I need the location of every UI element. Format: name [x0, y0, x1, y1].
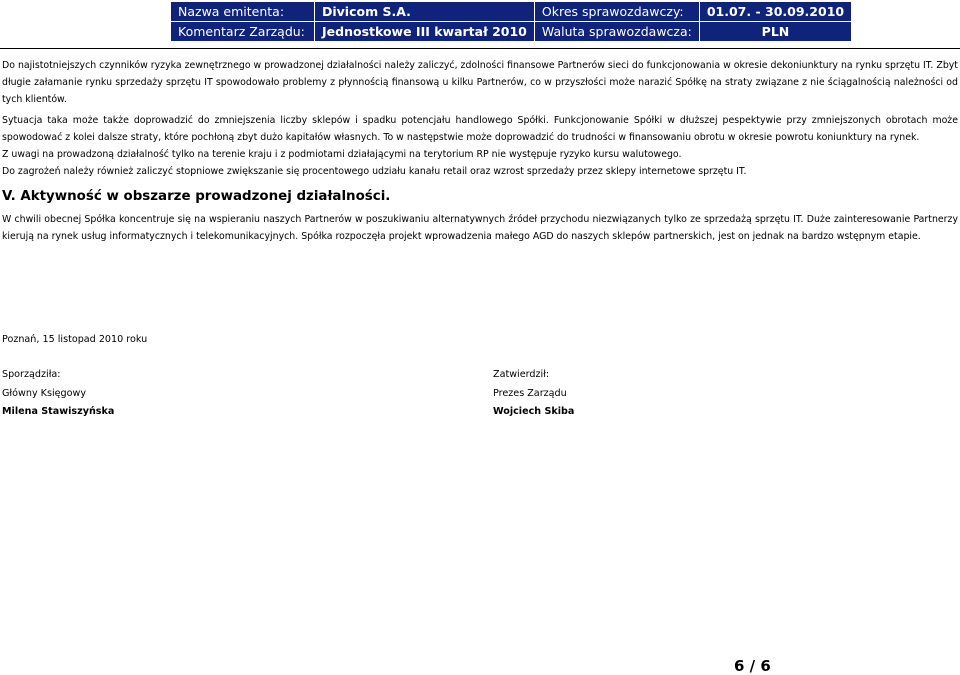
issuer-value: Divicom S.A.: [315, 2, 535, 22]
prepared-by-name: Milena Stawiszyńska: [2, 406, 115, 417]
comment-value: Jednostkowe III kwartał 2010: [315, 22, 535, 42]
period-label: Okres sprawozdawczy:: [534, 2, 699, 22]
currency-value: PLN: [699, 22, 851, 42]
section-heading: V. Aktywność w obszarze prowadzonej działalności.: [2, 189, 391, 204]
risk-factors-text: [2, 57, 958, 180]
approved-by-label: Zatwierdził:: [493, 369, 550, 380]
risk-paragraph-2: Sytuacja taka może także doprowadzić do zmniejszenia liczby sklepów i spadku potencjału handlowego Spółki. Funkcjonowanie Spółki w dłuższej pespektywie przy zmniejszonych obrotach może spowodować z kolei dalsze straty, które pochłoną zbyt dużo kapitałów własnych. To w następstwie może doprowadzić do trudności w finansowaniu obrotu w okresie powrotu koniunktury na rynek.: [2, 115, 958, 143]
report-header-table: [170, 1, 852, 42]
period-value: 01.07. - 30.09.2010: [699, 2, 851, 22]
approved-by-role: Prezes Zarządu: [493, 388, 567, 399]
issuer-label: Nazwa emitenta:: [171, 2, 315, 22]
risk-paragraph-4: Do zagrożeń należy również zaliczyć stopniowe zwiększanie się procentowego udziału kanału retail oraz wzrost sprzedaży przez sklepy internetowe sprzętu IT.: [2, 166, 747, 177]
place-date: Poznań, 15 listopad 2010 roku: [2, 334, 148, 345]
prepared-by-role: Główny Księgowy: [2, 388, 87, 399]
approved-by-name: Wojciech Skiba: [493, 406, 575, 417]
currency-label: Waluta sprawozdawcza:: [534, 22, 699, 42]
header-divider: [0, 48, 960, 49]
risk-paragraph-3: Z uwagi na prowadzoną działalność tylko na terenie kraju i z podmiotami działającymi na terytorium RP nie występuje ryzyko kursu walutowego.: [2, 149, 682, 160]
section-paragraph: W chwili obecnej Spółka koncentruje się na wspieraniu naszych Partnerów w poszukiwaniu alternatywnych źródeł przychodu niezwiązanych tylko ze sprzedażą sprzętu IT. Duże zainteresowanie Partnerzy kierują na rynek usług informatycznych i telekomunikacyjnych. Spółka rozpoczęła projekt wprowadzenia małego AGD do naszych sklepów partnerskich, jest on jednak na bardzo wstępnym etapie.: [2, 214, 958, 242]
prepared-by-label: Sporządziła:: [2, 369, 61, 380]
page-number: 6 / 6: [734, 657, 771, 675]
comment-label: Komentarz Zarządu:: [171, 22, 315, 42]
risk-paragraph-1: Do najistotniejszych czynników ryzyka zewnętrznego w prowadzonej działalności należy zaliczyć, zdolności finansowe Partnerów sieci do funkcjonowania w okresie dekoniunktury na rynku sprzętu IT. Zbyt długie załamanie rynku sprzedaży sprzętu IT spowodowało problemy z płynnością finansową u kilku Partnerów, co w przyszłości może narazić Spółkę na straty związane z nie ściągalnością należności od tych klientów.: [2, 60, 958, 105]
